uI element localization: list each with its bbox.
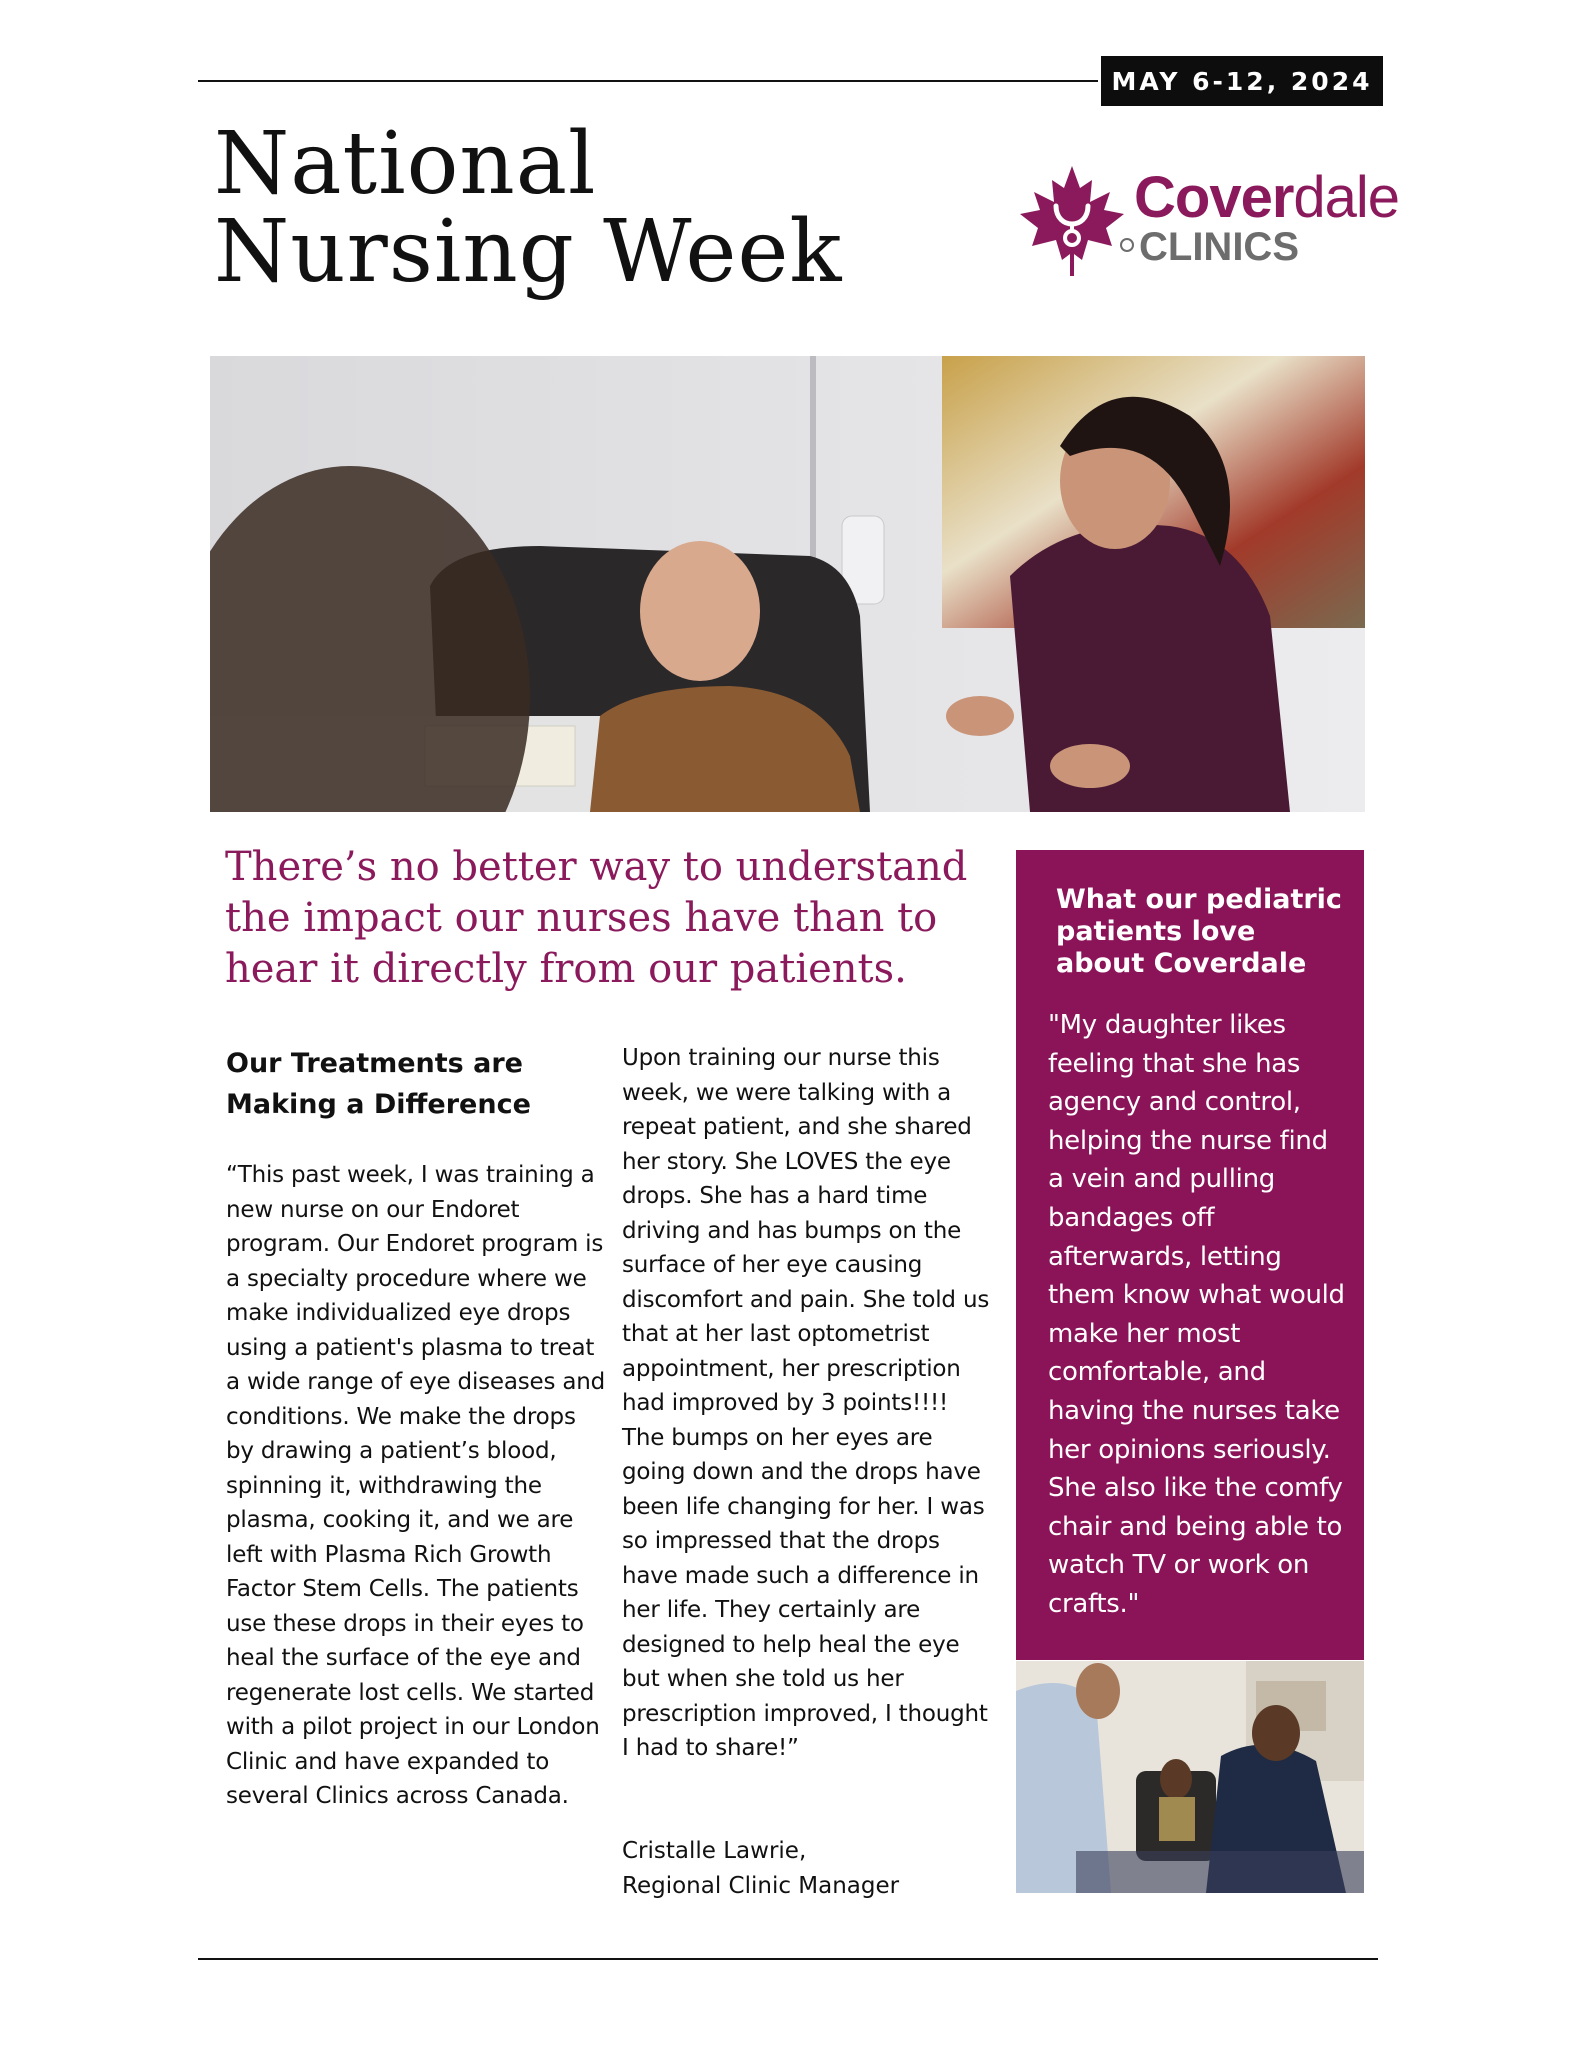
hero-photo (210, 356, 1365, 812)
column-1-heading: Our Treatments are Making a Difference (226, 1048, 531, 1120)
coverdale-logo (1012, 158, 1400, 278)
top-rule (198, 80, 1098, 82)
page-title (214, 114, 843, 302)
logo-wordmark: Coverdale (1134, 165, 1400, 230)
title-line-1: National (214, 114, 597, 214)
logo-subword: CLINICS (1139, 225, 1299, 269)
signature-name: Cristalle Lawrie, (622, 1838, 807, 1864)
maple-leaf-stethoscope-icon (1012, 158, 1132, 278)
date-badge: MAY 6-12, 2024 (1101, 56, 1383, 106)
column-2-body: Upon training our nurse this week, we were talking with a repeat patient, and she shared her story. She LOVES the eye drops. She has a hard time driving and has bumps on the surface of her eye causing discomfort and pain. She told us that at her last optometrist appointment, her prescription had improved by 3 points!!!! The bumps on her eyes are going down and the drops have been life changing for her. I was so impressed that the drops have made such a difference in her life. They certainly are designed to help heal the eye but when she told us her prescription improved, I thought I had to share!” (622, 1045, 990, 1761)
pediatric-sidebar (1016, 850, 1364, 1660)
signature-title: Regional Clinic Manager (622, 1873, 900, 1899)
lead-quote: There’s no better way to understand the impact our nurses have than to hear it directly from our patients. (225, 844, 968, 992)
column-1-body: “This past week, I was training a new nurse on our Endoret program. Our Endoret program is a specialty procedure where we make individualized eye drops using a patient's plasma to treat a wide range of eye diseases and conditions. We make the drops by drawing a patient’s blood, spinning it, withdrawing the plasma, cooking it, and we are left with Plasma Rich Growth Factor Stem Cells. The patients use these drops in their eyes to heal the surface of the eye and regenerate lost cells. We started with a pilot project in our London Clinic and have expanded to several Clinics across Canada. (226, 1162, 606, 1809)
signature (622, 1834, 899, 1904)
sidebar-quote: "My daughter likes feeling that she has agency and control, helping the nurse find a vein and pulling bandages off afterwards, letting them know what would make her most comfortable, and having the nurses take her opinions seriously. She also like the comfy chair and being able to watch TV or work on crafts." (1048, 1010, 1345, 1619)
bottom-rule (198, 1958, 1378, 1960)
title-line-2: Nursing Week (214, 202, 843, 302)
logo-dot-icon (1120, 238, 1134, 252)
sidebar-photo (1016, 1661, 1364, 1893)
sidebar-heading: What our pediatric patients love about Coverdale (1056, 884, 1342, 979)
